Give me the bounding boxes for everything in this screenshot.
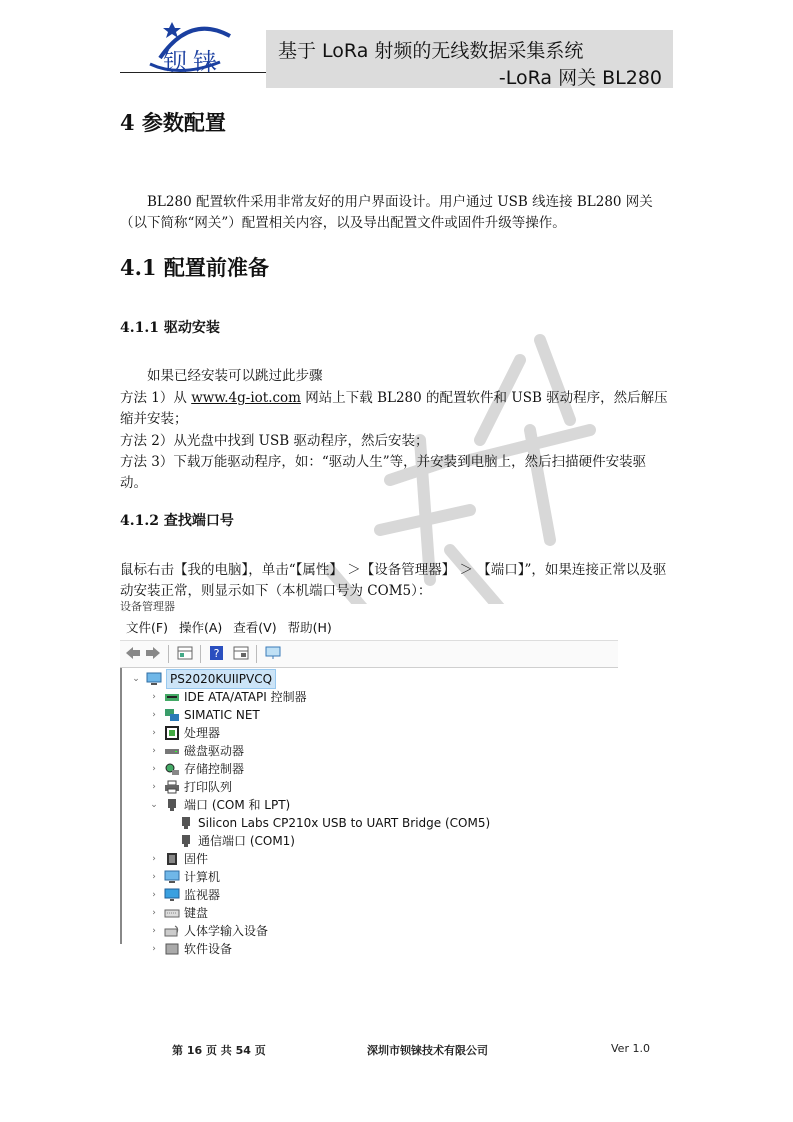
menu-file[interactable]: 文件(F) — [126, 620, 168, 635]
storage-controller-icon — [164, 762, 180, 776]
printer-icon — [164, 780, 180, 794]
port-connector-icon — [178, 816, 194, 830]
header-title: 基于 LoRa 射频的无线数据采集系统 — [278, 40, 584, 62]
window-title: 设备管理器 — [120, 600, 175, 613]
header-rule — [120, 72, 266, 73]
help-icon[interactable] — [208, 645, 226, 661]
footer-company: 深圳市钡铼技术有限公司 — [367, 1044, 488, 1057]
tree-item-disk[interactable] — [148, 742, 244, 760]
expand-arrow-icon[interactable]: › — [152, 692, 156, 702]
toolbar-separator — [256, 645, 257, 663]
tree-item-label: 软件设备 — [184, 942, 233, 956]
toolbar-separator — [168, 645, 169, 663]
tree-item-label: 通信端口 (COM1) — [198, 834, 295, 848]
expand-arrow-icon[interactable]: › — [152, 890, 156, 900]
tree-item-label: IDE ATA/ATAPI 控制器 — [184, 690, 307, 704]
network-icon — [164, 708, 180, 722]
expand-arrow-icon[interactable]: › — [152, 710, 156, 720]
tree-item-label: 监视器 — [184, 888, 221, 902]
menu-action[interactable]: 操作(A) — [178, 620, 223, 635]
menu-help[interactable]: 帮助(H) — [287, 620, 332, 635]
header-subtitle: -LoRa 网关 BL280 — [498, 67, 662, 89]
method-1-prefix: 方法 1）从 — [120, 390, 187, 406]
keyboard-icon — [164, 906, 180, 920]
menu-bar — [120, 616, 337, 638]
page-number: 第 16 页 共 54 页 — [172, 1044, 266, 1057]
port-connector-icon — [178, 834, 194, 848]
find-port-paragraph: 鼠标右击【我的电脑】，单击“【属性】 ＞【设备管理器】 ＞ 【端口】”，如果连接正常以及驱动安装正常，则显示如下（本机端口号为 COM5）： — [120, 562, 667, 599]
collapse-arrow-icon[interactable]: ⌄ — [150, 800, 158, 810]
firmware-icon — [164, 852, 180, 866]
tree-item-print-queue[interactable] — [148, 778, 232, 796]
tree-item-label: 固件 — [184, 852, 209, 866]
expand-arrow-icon[interactable]: › — [152, 926, 156, 936]
method-1 — [120, 388, 673, 430]
tree-item-com1[interactable] — [174, 832, 295, 850]
tree-item-ports[interactable] — [148, 796, 290, 814]
method-3: 方法 3）下载万能驱动程序，如：“驱动人生”等，并安装到电脑上，然后扫描硬件安装驱动。 — [120, 454, 647, 491]
tree-item-software-device[interactable] — [148, 940, 232, 958]
toolbar-separator — [200, 645, 201, 663]
section-4-heading: 4 参数配置 — [120, 110, 226, 135]
computer-icon — [164, 870, 180, 884]
section-4-1-2-heading: 4.1.2 查找端口号 — [120, 513, 234, 529]
port-connector-icon — [164, 798, 180, 812]
device-manager-screenshot — [120, 600, 618, 956]
tree-item-label: 计算机 — [184, 870, 221, 884]
root-label: PS2020KUIIPVCQ — [166, 669, 276, 689]
expand-arrow-icon[interactable]: › — [152, 908, 156, 918]
software-device-icon — [164, 942, 180, 956]
tree-item-label: SIMATIC NET — [184, 708, 260, 722]
tree-item-label: 存储控制器 — [184, 762, 245, 776]
ide-controller-icon — [164, 690, 180, 704]
toolbar — [120, 640, 618, 668]
back-arrow-icon[interactable] — [124, 645, 142, 661]
tree-item-computer[interactable] — [148, 868, 220, 886]
tree-item-storage[interactable] — [148, 760, 244, 778]
expand-arrow-icon[interactable]: › — [152, 944, 156, 954]
tree-root[interactable] — [130, 670, 276, 688]
processor-icon — [164, 726, 180, 740]
intro-paragraph: BL280 配置软件采用非常友好的用户界面设计。用户通过 USB 线连接 BL280 网关（以下简称“网关”）配置相关内容，以及导出配置文件或固件升级等操作。 — [120, 194, 653, 231]
tree-item-label: 键盘 — [184, 906, 209, 920]
tree-item-label: Silicon Labs CP210x USB to UART Bridge (COM5) — [198, 816, 491, 830]
expand-arrow-icon[interactable]: › — [152, 746, 156, 756]
disk-drive-icon — [164, 744, 180, 758]
details-icon[interactable] — [232, 645, 250, 661]
tree-item-hid[interactable] — [148, 922, 268, 940]
tree-item-label: 处理器 — [184, 726, 221, 740]
tree-item-keyboard[interactable] — [148, 904, 208, 922]
tree-item-ide[interactable] — [148, 688, 307, 706]
tree-item-monitor[interactable] — [148, 886, 220, 904]
tree-item-firmware[interactable] — [148, 850, 208, 868]
hid-icon — [164, 924, 180, 938]
collapse-arrow-icon[interactable]: ⌄ — [132, 674, 140, 684]
section-4-1-heading: 4.1 配置前准备 — [120, 255, 269, 280]
computer-icon — [146, 672, 162, 686]
tree-item-label: 端口 (COM 和 LPT) — [184, 798, 291, 812]
logo-text: 钡铼 — [163, 48, 223, 76]
website-link[interactable]: www.4g-iot.com — [191, 390, 301, 406]
expand-arrow-icon[interactable]: › — [152, 854, 156, 864]
properties-grid-icon[interactable] — [176, 645, 194, 661]
device-tree — [120, 668, 620, 956]
tree-item-label: 人体学输入设备 — [184, 924, 269, 938]
expand-arrow-icon[interactable]: › — [152, 764, 156, 774]
section-4-1-1-heading: 4.1.1 驱动安装 — [120, 320, 220, 336]
monitor-scan-icon[interactable] — [264, 645, 282, 661]
footer-version: Ver 1.0 — [611, 1042, 650, 1055]
tree-item-simatic[interactable] — [148, 706, 260, 724]
forward-arrow-icon[interactable] — [144, 645, 162, 661]
expand-arrow-icon[interactable]: › — [152, 782, 156, 792]
skip-note: 如果已经安装可以跳过此步骤 — [147, 368, 323, 384]
menu-view[interactable]: 查看(V) — [233, 620, 277, 635]
svg-text:?: ? — [213, 647, 220, 660]
tree-item-cp210x[interactable] — [174, 814, 490, 832]
expand-arrow-icon[interactable]: › — [152, 728, 156, 738]
monitor-icon — [164, 888, 180, 902]
expand-arrow-icon[interactable]: › — [152, 872, 156, 882]
method-2: 方法 2）从光盘中找到 USB 驱动程序，然后安装； — [120, 433, 429, 449]
tree-item-processor[interactable] — [148, 724, 220, 742]
method-1-suffix: 网站上下载 BL280 的配置软件和 USB 驱动程序，然后解压缩并安装； — [120, 390, 668, 427]
tree-item-label: 磁盘驱动器 — [184, 744, 245, 758]
tree-item-label: 打印队列 — [184, 780, 233, 794]
